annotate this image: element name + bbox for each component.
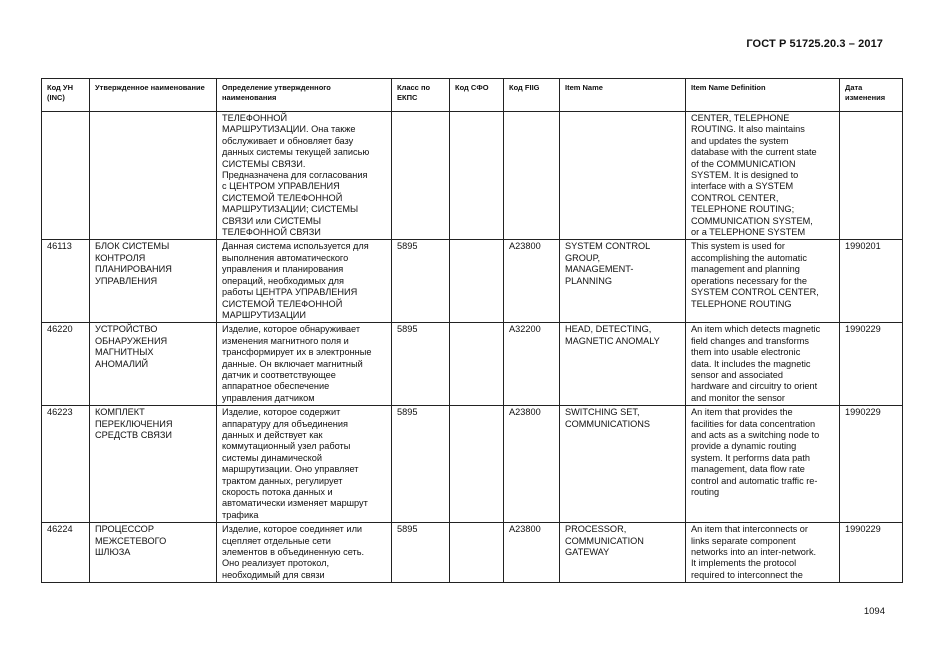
col-header-approved-name: Утвержденное наименование (90, 79, 217, 112)
page-number: 1094 (863, 606, 885, 617)
cell-item-name-definition: An item that provides the facilities for data concentration and acts as a switching node to provide a dynamic routing system. It performs data path management, data flow rate control and automatic traffic re- routing (686, 406, 840, 523)
cell-fiig-code: A23800 (504, 240, 560, 323)
cell-ekps-class: 5895 (392, 323, 450, 406)
cell-fiig-code: A32200 (504, 323, 560, 406)
cell-definition: ТЕЛЕФОННОЙ МАРШРУТИЗАЦИИ. Она также обслуживает и обновляет базу данных системы текущей записью СИСТЕМЫ СВЯЗИ. Предназначена для согласования с ЦЕНТРОМ УПРАВЛЕНИЯ СИСТЕМОЙ ТЕЛЕФОННОЙ МАРШРУТИЗАЦИИ; СИСТЕМЫ СВЯЗИ или СИСТЕМЫ ТЕЛЕФОННОЙ СВЯЗИ (217, 112, 392, 240)
cell-item-name: HEAD, DETECTING, MAGNETIC ANOMALY (560, 323, 686, 406)
col-header-item-name-definition: Item Name Definition (686, 79, 840, 112)
classifier-table (41, 78, 903, 583)
col-header-inc: Код УН (INC) (42, 79, 90, 112)
cell-item-name-definition: This system is used for accomplishing the automatic management and planning operations necessary for the SYSTEM CONTROL CENTER, TELEPHONE ROUTING (686, 240, 840, 323)
cell-fiig-code: A23800 (504, 406, 560, 523)
cell-sfo-code (450, 112, 504, 240)
cell-inc: 46113 (42, 240, 90, 323)
cell-item-name (560, 112, 686, 240)
table-row (42, 323, 903, 406)
cell-inc (42, 112, 90, 240)
table-row (42, 240, 903, 323)
cell-ekps-class: 5895 (392, 523, 450, 583)
cell-approved-name: ПРОЦЕССОР МЕЖСЕТЕВОГО ШЛЮЗА (90, 523, 217, 583)
cell-change-date: 1990229 (840, 406, 903, 523)
cell-item-name: SYSTEM CONTROL GROUP, MANAGEMENT- PLANNING (560, 240, 686, 323)
table-row (42, 112, 903, 240)
cell-change-date (840, 112, 903, 240)
cell-definition: Изделие, которое соединяет или сцепляет отдельные сети элементов в объединенную сеть. Оно реализует протокол, необходимый для связи (217, 523, 392, 583)
cell-sfo-code (450, 323, 504, 406)
cell-item-name-definition: An item that interconnects or links separate component networks into an inter-network. It implements the protocol required to interconnect the (686, 523, 840, 583)
cell-sfo-code (450, 523, 504, 583)
cell-approved-name: УСТРОЙСТВО ОБНАРУЖЕНИЯ МАГНИТНЫХ АНОМАЛИЙ (90, 323, 217, 406)
cell-inc: 46224 (42, 523, 90, 583)
cell-ekps-class: 5895 (392, 406, 450, 523)
cell-change-date: 1990201 (840, 240, 903, 323)
cell-change-date: 1990229 (840, 323, 903, 406)
cell-approved-name: БЛОК СИСТЕМЫ КОНТРОЛЯ ПЛАНИРОВАНИЯ УПРАВЛЕНИЯ (90, 240, 217, 323)
col-header-item-name: Item Name (560, 79, 686, 112)
col-header-change-date: Дата изменения (840, 79, 903, 112)
cell-ekps-class: 5895 (392, 240, 450, 323)
col-header-fiig-code: Код FIIG (504, 79, 560, 112)
table-header-row (42, 79, 903, 112)
cell-inc: 46220 (42, 323, 90, 406)
cell-item-name-definition: An item which detects magnetic field changes and transforms them into usable electronic data. It includes the magnetic sensor and associated hardware and circuitry to orient and monitor the sensor (686, 323, 840, 406)
cell-approved-name (90, 112, 217, 240)
col-header-definition: Определение утвержденного наименования (217, 79, 392, 112)
cell-definition: Данная система используется для выполнения автоматического управления и планирования операций, необходимых для работы ЦЕНТРА УПРАВЛЕНИЯ СИСТЕМОЙ ТЕЛЕФОННОЙ МАРШРУТИЗАЦИИ (217, 240, 392, 323)
cell-fiig-code (504, 112, 560, 240)
table-row (42, 406, 903, 523)
col-header-sfo-code: Код СФО (450, 79, 504, 112)
document-header: ГОСТ Р 51725.20.3 – 2017 (746, 38, 883, 50)
cell-sfo-code (450, 240, 504, 323)
cell-item-name-definition: CENTER, TELEPHONE ROUTING. It also maintains and updates the system database with the current state of the COMMUNICATION SYSTEM. It is designed to interface with a SYSTEM CONTROL CENTER, TELEPHONE ROUTING; COMMUNICATION SYSTEM, or a TELEPHONE SYSTEM (686, 112, 840, 240)
col-header-ekps-class: Класс по ЕКПС (392, 79, 450, 112)
cell-change-date: 1990229 (840, 523, 903, 583)
cell-definition: Изделие, которое содержит аппаратуру для объединения данных и действует как коммутационный узел работы системы динамической маршрутизации. Оно управляет трактом данных, регулирует скорость потока данных и автоматически изменяет маршрут трафика (217, 406, 392, 523)
cell-inc: 46223 (42, 406, 90, 523)
table-row (42, 523, 903, 583)
cell-approved-name: КОМПЛЕКТ ПЕРЕКЛЮЧЕНИЯ СРЕДСТВ СВЯЗИ (90, 406, 217, 523)
cell-fiig-code: A23800 (504, 523, 560, 583)
cell-sfo-code (450, 406, 504, 523)
cell-item-name: PROCESSOR, COMMUNICATION GATEWAY (560, 523, 686, 583)
cell-ekps-class (392, 112, 450, 240)
cell-item-name: SWITCHING SET, COMMUNICATIONS (560, 406, 686, 523)
cell-definition: Изделие, которое обнаруживает изменения магнитного поля и трансформирует их в электронные данные. Он включает магнитный датчик и соответствующее аппаратное обеспечение управления датчиком (217, 323, 392, 406)
